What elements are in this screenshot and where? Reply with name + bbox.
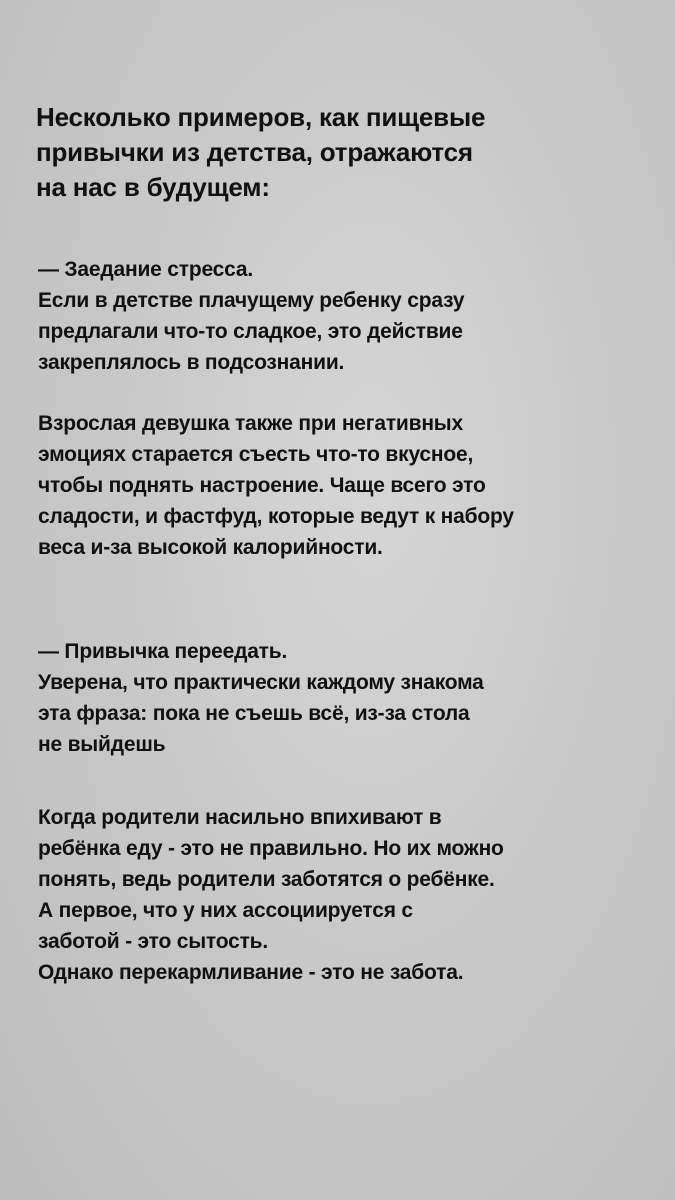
paragraph-line: Однако перекармливание - это не забота. — [38, 961, 464, 984]
section-heading: — Заедание стресса. — [38, 258, 253, 281]
paragraph-line: эта фраза: пока не съешь всё, из-за стола — [38, 702, 470, 725]
title-line: на нас в будущем: — [36, 172, 270, 202]
section-stress-eating — [38, 254, 648, 378]
paragraph-line: веса и-за высокой калорийности. — [38, 536, 383, 559]
paragraph-line: сладости, и фастфуд, которые ведут к набору — [38, 505, 514, 528]
paragraph-line: А первое, что у них ассоциируется с — [38, 899, 413, 922]
paragraph-line: Уверена, что практически каждому знакома — [38, 671, 484, 694]
paragraph-line: чтобы поднять настроение. Чаще всего это — [38, 474, 486, 497]
paragraph-line: закреплялось в подсознании. — [38, 351, 345, 374]
paragraph-line: эмоциях старается съесть что-то вкусное, — [38, 443, 474, 466]
paragraph-line: понять, ведь родители заботятся о ребёнке. — [38, 868, 495, 891]
paragraph-line: Когда родители насильно впихивают в — [38, 806, 442, 829]
paragraph-adult-girl — [38, 408, 648, 563]
page-title — [36, 100, 636, 205]
title-line: Несколько примеров, как пищевые — [36, 102, 486, 132]
paragraph-line: Если в детстве плачущему ребенку сразу — [38, 289, 465, 312]
title-line: привычки из детства, отражаются — [36, 137, 473, 167]
paragraph-line: Взрослая девушка также при негативных — [38, 412, 464, 435]
paragraph-line: предлагали что-то сладкое, это действие — [38, 320, 463, 343]
section-heading: — Привычка переедать. — [38, 640, 288, 663]
paragraph-line: не выйдешь — [38, 733, 166, 756]
section-overeating — [38, 636, 648, 760]
paragraph-parents — [38, 802, 648, 988]
paragraph-line: ребёнка еду - это не правильно. Но их можно — [38, 837, 504, 860]
paragraph-line: заботой - это сытость. — [38, 930, 268, 953]
